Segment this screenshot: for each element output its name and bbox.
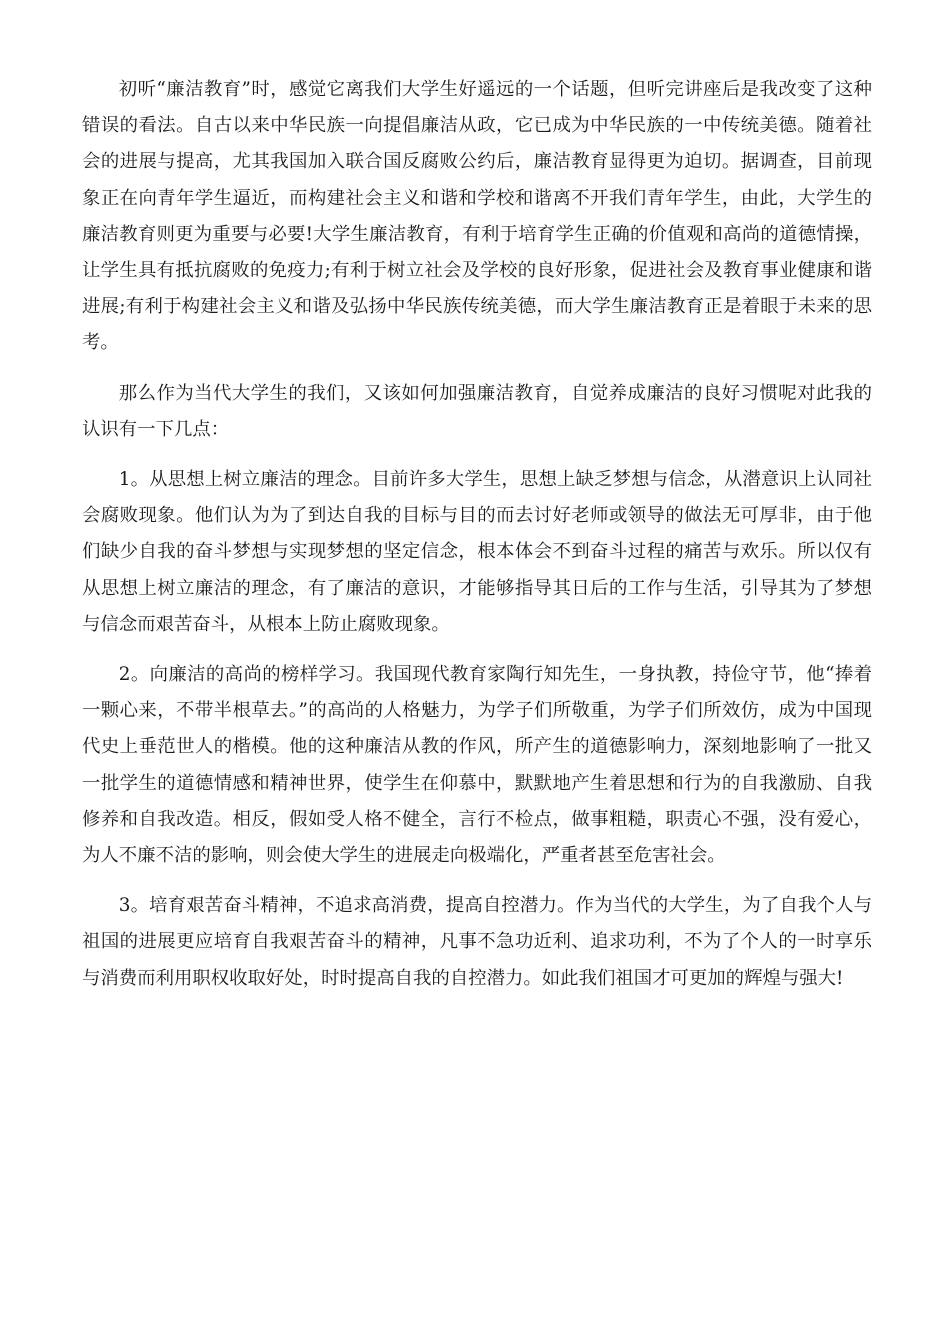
document-body: [82, 72, 872, 1011]
paragraph-point-1: 1。从思想上树立廉洁的理念。目前许多大学生，思想上缺乏梦想与信念，从潜意识上认同社会腐败现象。他们认为为了到达自我的目标与目的而去讨好老师或领导的做法无可厚非，由于他们缺少自我的奋斗梦想与实现梦想的坚定信念，根本体会不到奋斗过程的痛苦与欢乐。所以仅有从思想上树立廉洁的理念，有了廉洁的意识，才能够指导其日后的工作与生活，引导其为了梦想与信念而艰苦奋斗，从根本上防止腐败现象。: [82, 469, 872, 635]
paragraph-intro: 初听“廉洁教育”时，感觉它离我们大学生好遥远的一个话题，但听完讲座后是我改变了这种错误的看法。自古以来中华民族一向提倡廉洁从政，它已成为中华民族的一中传统美德。随着社会的进展与提高，尤其我国加入联合国反腐败公约后，廉洁教育显得更为迫切。据调查，目前现象正在向青年学生逼近，而构建社会主义和谐和学校和谐离不开我们青年学生，由此，大学生的廉洁教育则更为重要与必要!大学生廉洁教育，有利于培育学生正确的价值观和高尚的道德情操，让学生具有抵抗腐败的免疫力;有利于树立社会及学校的良好形象，促进社会及教育事业健康和谐进展;有利于构建社会主义和谐及弘扬中华民族传统美德，而大学生廉洁教育正是着眼于未来的思考。: [82, 79, 872, 354]
paragraph-question: 那么作为当代大学生的我们，又该如何加强廉洁教育，自觉养成廉洁的良好习惯呢对此我的认识有一下几点：: [82, 382, 872, 440]
paragraph-point-2: 2。向廉洁的高尚的榜样学习。我国现代教育家陶行知先生，一身执教，持俭守节，他“捧着一颗心来，不带半根草去。”的高尚的人格魅力，为学子们所敬重，为学子们所效仿，成为中国现代史上垂范世人的楷模。他的这种廉洁从教的作风，所产生的道德影响力，深刻地影响了一批又一批学生的道德情感和精神世界，使学生在仰慕中，默默地产生着思想和行为的自我激励、自我修养和自我改造。相反，假如受人格不健全，言行不检点，做事粗糙，职责心不强，没有爱心，为人不廉不洁的影响，则会使大学生的进展走向极端化，严重者甚至危害社会。: [82, 664, 872, 867]
paragraph-point-3: 3。培育艰苦奋斗精神，不追求高消费，提高自控潜力。作为当代的大学生，为了自我个人与祖国的进展更应培育自我艰苦奋斗的精神，凡事不急功近利、追求功利，不为了个人的一时享乐与消费而利用职权收取好处，时时提高自我的自控潜力。如此我们祖国才可更加的辉煌与强大!: [82, 895, 872, 989]
